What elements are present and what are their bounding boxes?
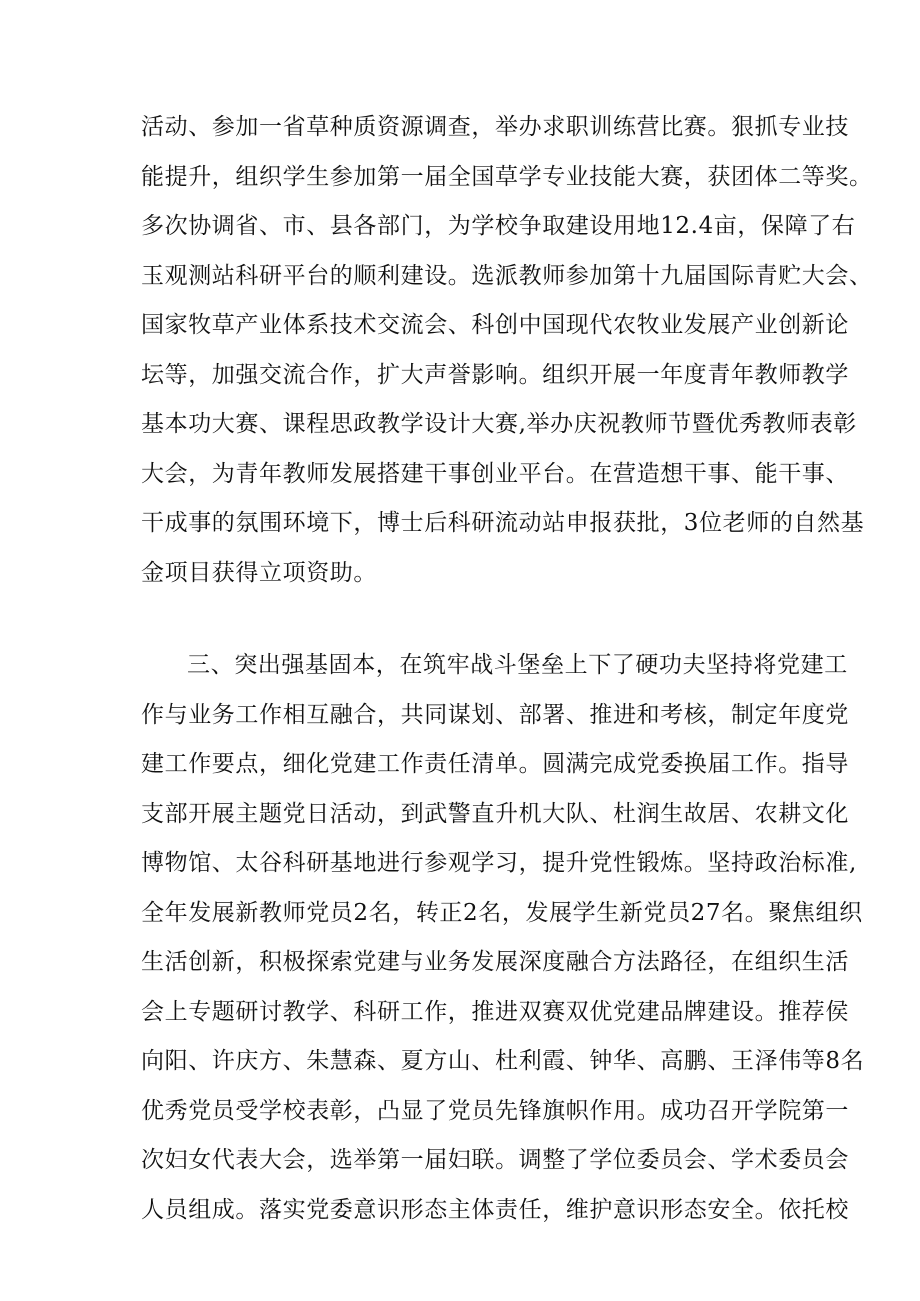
- text-line: 国家牧草产业体系技术交流会、科创中国现代农牧业发展产业创新论: [141, 312, 849, 338]
- text-line: 基本功大赛、课程思政教学设计大赛,举办庆祝教师节暨优秀教师表彰: [141, 411, 857, 437]
- text-line: 多次协调省、市、县各部门，为学校争取建设用地12.4亩，保障了右: [141, 213, 856, 239]
- paragraph-2: [141, 641, 865, 1235]
- text-line: 优秀党员受学校表彰，凸显了党员先锋旗帜作用。成功召开学院第一: [141, 1097, 849, 1124]
- text-line: 玉观测站科研平台的顺利建设。选派教师参加第十九届国际青贮大会、: [141, 262, 873, 289]
- text-line: 金项目获得立项资助。: [141, 559, 377, 586]
- text-line: 干成事的氛围环境下，博士后科研流动站申报获批，3位老师的自然基: [141, 510, 865, 536]
- text-line: 大会，为青年教师发展搭建干事创业平台。在营造想干事、能干事、: [141, 460, 849, 487]
- text-line: 能提升，组织学生参加第一届全国草学专业技能大赛，获团体二等奖。: [141, 163, 873, 190]
- text-line: 建工作要点，细化党建工作责任清单。圆满完成党委换届工作。指导: [141, 751, 849, 777]
- paragraph-1: [141, 103, 873, 598]
- text-line: 活动、参加一省草种质资源调查，举办求职训练营比赛。狠抓专业技: [141, 114, 849, 140]
- text-line: 次妇女代表大会，选举第一届妇联。调整了学位委员会、学术委员会: [141, 1147, 849, 1173]
- text-line: 人员组成。落实党委意识形态主体责任，维护意识形态安全。依托校: [141, 1196, 849, 1223]
- text-line: 博物馆、太谷科研基地进行参观学习，提升党性锻炼。坚持政治标准,: [141, 850, 857, 876]
- text-line: 作与业务工作相互融合，共同谋划、部署、推进和考核，制定年度党: [141, 701, 849, 728]
- text-line: 生活创新，积极探索党建与业务发展深度融合方法路径，在组织生活: [141, 949, 849, 975]
- text-line: 全年发展新教师党员2名，转正2名，发展学生新党员27名。聚焦组织: [141, 899, 863, 926]
- text-line: 向阳、许庆方、朱慧森、夏方山、杜利霞、钟华、高鹏、王泽伟等8名: [141, 1048, 865, 1074]
- text-line: 坛等，加强交流合作，扩大声誉影响。组织开展一年度青年教师教学: [141, 361, 849, 388]
- text-line: 支部开展主题党日活动，到武警直升机大队、杜润生故居、农耕文化: [141, 800, 849, 827]
- section-heading-line: 三、突出强基固本，在筑牢战斗堡垒上下了硬功夫坚持将党建工: [187, 652, 848, 678]
- text-line: 会上专题研讨教学、科研工作，推进双赛双优党建品牌建设。推荐侯: [141, 998, 849, 1025]
